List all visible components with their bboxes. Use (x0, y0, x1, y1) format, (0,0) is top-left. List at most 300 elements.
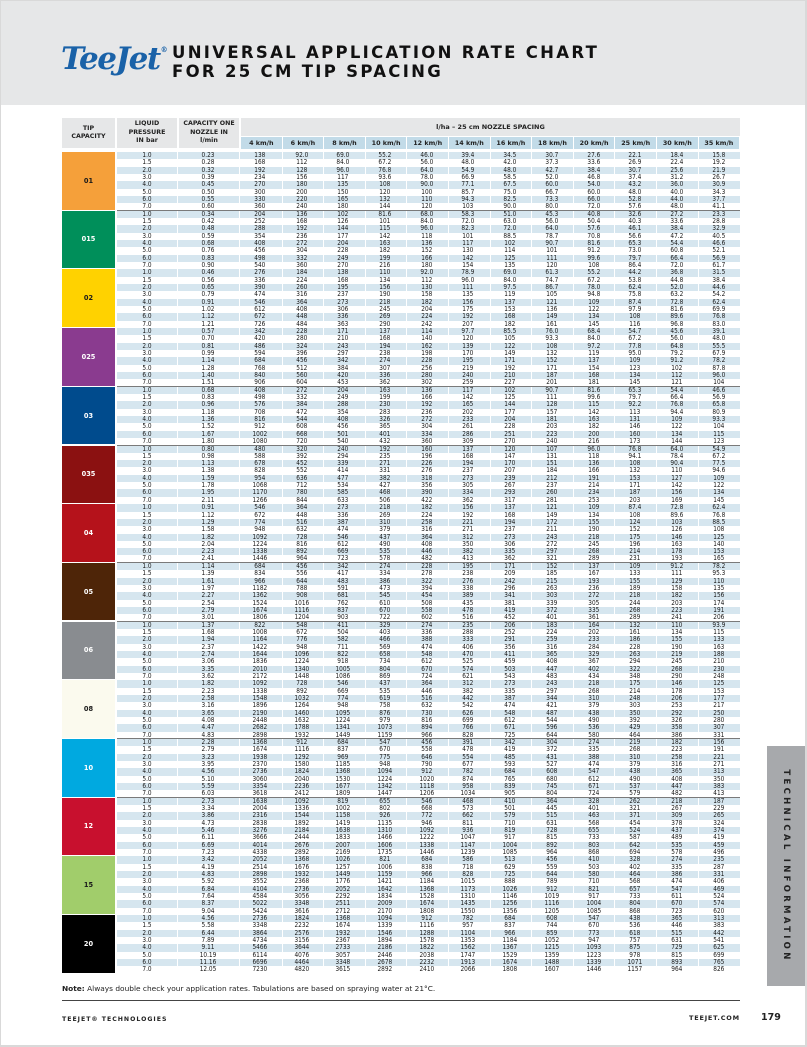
rate-cell: 487 (546, 708, 558, 717)
rate-cell: 249 (337, 253, 349, 262)
rate-cell: 42.0 (503, 158, 517, 167)
pressure-cell: 2.0 (142, 928, 152, 937)
column-divider (406, 328, 407, 387)
rate-cell: 1095 (335, 708, 351, 717)
rate-cell: 160 (421, 444, 433, 453)
rate-cell: 272 (421, 415, 433, 424)
rate-cell: 214 (587, 481, 599, 490)
rate-cell: 5466 (252, 943, 268, 952)
pressure-cell: 7.0 (142, 495, 152, 504)
rate-cell: 27.6 (586, 151, 600, 159)
capacity-cell: 2.73 (201, 796, 215, 805)
rate-cell: 105 (546, 290, 558, 299)
capacity-cell: 1.14 (201, 561, 215, 570)
pressure-cell: 3.0 (142, 349, 152, 358)
rate-cell: 954 (254, 473, 266, 482)
rate-cell: 568 (587, 818, 599, 827)
tip-capacity-swatch: 01 (62, 152, 115, 210)
rate-cell: 182 (671, 738, 683, 746)
rate-cell: 1224 (252, 539, 268, 548)
pressure-cell: 1.0 (142, 620, 152, 629)
rate-cell: 2066 (460, 965, 476, 974)
rate-cell: 392 (295, 451, 308, 460)
rate-cell: 699 (462, 715, 474, 724)
rate-cell: 1362 (252, 591, 268, 600)
capacity-cell: 1.52 (201, 422, 215, 431)
capacity-cell: 0.57 (201, 327, 215, 336)
rate-cell: 67.2 (628, 334, 642, 343)
capacity-cell: 1.97 (201, 583, 215, 592)
capacity-cell: 0.55 (201, 194, 215, 203)
side-tab-technical-information[interactable] (767, 746, 805, 986)
rate-cell: 76.8 (670, 400, 684, 409)
rate-cell: 90.0 (503, 202, 517, 211)
rate-cell: 180 (295, 180, 308, 189)
capacity-cell: 0.81 (201, 341, 215, 350)
rate-cell: 192 (254, 165, 266, 174)
rate-cell: 115 (587, 400, 599, 409)
rate-cell: 244 (629, 598, 641, 607)
rate-cell: 556 (295, 569, 308, 578)
rate-cell: 92.0 (295, 151, 308, 159)
rate-cell: 1158 (335, 811, 351, 820)
rate-cell: 234 (587, 488, 599, 497)
rate-cell: 356 (504, 642, 516, 651)
rate-cell: 88.5 (711, 517, 725, 526)
rate-cell: 364 (295, 297, 308, 306)
rate-cell: 536 (587, 723, 599, 732)
pressure-cell: 5.0 (142, 246, 152, 255)
capacity-cell: 0.83 (201, 393, 215, 402)
rate-cell: 81.6 (670, 305, 684, 314)
rate-cell: 65.3 (628, 385, 642, 394)
rate-cell: 1342 (377, 781, 393, 790)
rate-cell: 260 (546, 488, 558, 497)
rate-cell: 816 (421, 715, 433, 724)
rate-cell: 56.6 (628, 231, 642, 240)
rate-cell: 55.5 (711, 341, 725, 350)
rate-cell: 336 (379, 371, 391, 380)
rate-cell: 892 (546, 840, 558, 849)
rate-cell: 304 (546, 738, 558, 746)
rate-cell: 547 (587, 914, 599, 923)
rate-cell: 92.2 (628, 400, 642, 409)
capacity-cell: 1.40 (201, 371, 215, 380)
rate-cell: 632 (421, 701, 433, 710)
rate-cell: 2412 (294, 789, 309, 798)
rate-cell: 241 (671, 613, 683, 622)
rate-cell: 535 (671, 840, 683, 849)
rate-cell: 402 (587, 664, 599, 673)
rate-cell: 313 (712, 914, 724, 923)
rate-cell: 243 (546, 532, 558, 541)
rate-cell: 54.4 (670, 239, 684, 247)
rate-cell: 46.1 (628, 224, 642, 233)
rate-cell: 966 (254, 576, 266, 585)
rate-cell: 3276 (252, 826, 268, 834)
rate-cell: 135 (337, 180, 349, 189)
rate-cell: 1068 (252, 481, 268, 490)
capacity-cell: 4.47 (201, 723, 215, 732)
rate-cell: 636 (295, 473, 308, 482)
rate-cell: 94.4 (670, 407, 684, 416)
rate-cell: 125 (504, 393, 516, 402)
rate-cell: 579 (504, 811, 516, 820)
rate-cell: 220 (295, 194, 308, 203)
rate-cell: 130 (462, 246, 474, 255)
rate-cell: 926 (379, 811, 391, 820)
column-divider (448, 328, 449, 387)
rate-cell: 334 (421, 429, 433, 438)
rate-cell: 1788 (294, 723, 309, 732)
rate-cell: 723 (671, 906, 683, 915)
rate-cell: 54.2 (711, 290, 725, 299)
rate-cell: 966 (421, 730, 433, 739)
rate-cell: 168 (504, 312, 516, 321)
rate-cell: 1449 (335, 870, 351, 879)
rate-cell: 126 (337, 217, 349, 226)
rate-cell: 546 (337, 532, 349, 541)
rate-cell: 604 (295, 378, 308, 387)
column-divider (614, 680, 615, 739)
rate-cell: 1530 (335, 774, 351, 783)
rate-cell: 134 (712, 488, 724, 497)
rate-cell: 757 (629, 936, 641, 945)
rate-cell: 758 (379, 701, 391, 710)
rate-cell: 18.4 (670, 151, 684, 159)
rate-cell: 383 (712, 921, 724, 930)
capacity-cell: 2.74 (201, 649, 215, 658)
rate-cell: 482 (421, 554, 433, 563)
rate-cell: 322 (421, 576, 433, 585)
rate-cell: 1544 (294, 811, 309, 820)
capacity-cell: 0.83 (201, 253, 215, 262)
rate-cell: 1466 (377, 833, 393, 842)
rate-cell: 379 (629, 759, 641, 768)
rate-cell: 111 (546, 393, 558, 402)
pressure-cell: 6.0 (142, 840, 152, 849)
capacity-cell: 4.19 (201, 862, 215, 871)
rate-cell: 490 (379, 539, 391, 548)
rate-cell: 644 (295, 576, 308, 585)
rate-cell: 110 (671, 466, 683, 475)
capacity-cell: 1.29 (201, 517, 215, 526)
rate-cell: 668 (295, 429, 308, 438)
rate-cell: 142 (379, 231, 391, 240)
rate-cell: 95.3 (711, 569, 725, 578)
speed-header-10: 30 km/h (657, 137, 698, 149)
rate-cell: 342 (337, 561, 349, 570)
rate-cell: 789 (546, 877, 558, 886)
rate-cell: 302 (421, 378, 433, 387)
rate-cell: 677 (462, 759, 474, 768)
rate-cell: 85.5 (503, 327, 517, 336)
rate-cell: 4734 (252, 936, 268, 945)
rate-cell: 536 (629, 921, 641, 930)
column-divider (282, 387, 283, 446)
rate-cell: 309 (671, 811, 683, 820)
column-divider (490, 563, 491, 622)
rate-cell: 278 (421, 569, 433, 578)
rate-cell: 113 (629, 407, 641, 416)
rate-cell: 309 (462, 437, 474, 446)
speed-header-0: 4 km/h (241, 137, 282, 149)
rate-cell: 1223 (585, 950, 601, 959)
rate-cell: 78.4 (670, 451, 684, 460)
rate-cell: 524 (629, 826, 641, 834)
rate-cell: 330 (254, 194, 266, 203)
rate-cell: 43.2 (628, 180, 642, 189)
rate-cell: 1808 (419, 906, 434, 915)
rate-cell: 766 (462, 723, 474, 732)
rate-cell: 72.8 (670, 297, 684, 306)
rate-cell: 547 (587, 767, 599, 776)
rate-cell: 1092 (419, 826, 434, 834)
rate-cell: 1632 (294, 715, 309, 724)
capacity-cell: 0.48 (201, 224, 215, 233)
rate-cell: 411 (504, 649, 516, 658)
rate-cell: 261 (462, 422, 474, 431)
column-divider (282, 622, 283, 681)
rate-cell: 316 (421, 525, 433, 534)
rate-cell: 1184 (419, 877, 434, 886)
rate-cell: 804 (629, 899, 641, 908)
rate-cell: 30.7 (545, 151, 559, 159)
rate-cell: 75.0 (503, 187, 517, 196)
rate-cell: 2511 (335, 899, 351, 908)
rate-cell: 2190 (252, 708, 268, 717)
tip-capacity-swatch: 015 (62, 211, 115, 269)
pressure-cell: 4.0 (142, 884, 152, 893)
rate-cell: 384 (337, 363, 349, 372)
pressure-cell: 3.0 (142, 407, 152, 416)
rate-cell: 442 (712, 928, 724, 937)
rate-cell: 48.0 (461, 158, 475, 167)
tip-capacity-swatch: 035 (62, 446, 115, 504)
rate-cell: 192 (421, 400, 433, 409)
rate-cell: 534 (337, 481, 349, 490)
rate-cell: 87.8 (711, 363, 725, 372)
pressure-cell: 4.0 (142, 180, 152, 189)
rate-cell: 454 (629, 818, 641, 827)
pressure-cell: 1.0 (142, 151, 152, 159)
rate-cell: 84.0 (336, 158, 350, 167)
rate-cell: 196 (629, 539, 641, 548)
column-divider (239, 446, 240, 505)
column-divider (406, 915, 407, 974)
rate-cell: 724 (421, 671, 433, 680)
pressure-cell: 2.0 (142, 224, 152, 233)
pressure-cell: 3.0 (142, 877, 152, 886)
rate-cell: 411 (337, 620, 349, 629)
rate-cell: 76.8 (711, 510, 725, 519)
rate-cell: 218 (587, 532, 599, 541)
rate-cell: 5022 (252, 899, 268, 908)
column-divider (365, 211, 366, 270)
column-divider (490, 211, 491, 270)
column-divider (490, 739, 491, 798)
rate-cell: 816 (254, 415, 266, 424)
rate-cell: 219 (629, 738, 641, 746)
rate-cell: 306 (504, 539, 516, 548)
rate-cell: 1368 (419, 884, 434, 893)
rate-cell: 156 (379, 283, 391, 292)
table-row (117, 966, 740, 973)
rate-cell: 1336 (294, 804, 309, 813)
rate-cell: 101 (546, 246, 558, 255)
rate-cell: 1932 (335, 928, 351, 937)
rate-cell: 40.3 (628, 217, 642, 226)
rate-cell: 122 (712, 481, 724, 490)
speed-header-7: 18 km/h (532, 137, 573, 149)
rate-cell: 1419 (335, 818, 351, 827)
rate-cell: 180 (421, 260, 433, 269)
rate-cell: 979 (379, 715, 391, 724)
capacity-cell: 2.11 (201, 495, 215, 504)
rate-cell: 670 (587, 921, 599, 930)
rate-cell: 168 (295, 217, 308, 226)
column-divider (531, 446, 532, 505)
rate-cell: 81.6 (586, 385, 600, 394)
rate-cell: 389 (462, 591, 474, 600)
note-text: Always double check your application rates. Tabulations are based on spraying water at 21°C. (84, 984, 436, 993)
rate-cell: 456 (254, 246, 266, 255)
rate-cell: 86.7 (545, 283, 559, 292)
rate-cell: 3666 (252, 833, 268, 842)
rate-cell: 452 (295, 459, 308, 468)
rate-cell: 274 (379, 356, 391, 365)
rate-cell: 762 (337, 598, 349, 607)
rate-cell: 182 (671, 591, 683, 600)
rate-cell: 1026 (502, 884, 518, 893)
rate-cell: 365 (546, 649, 558, 658)
column-divider (698, 328, 699, 387)
column-divider (239, 856, 240, 915)
rate-cell: 223 (671, 745, 683, 754)
rate-cell: 1896 (252, 701, 268, 710)
rate-cell: 828 (462, 870, 474, 879)
rate-cell: 574 (462, 664, 474, 673)
pressure-cell: 7.0 (142, 671, 152, 680)
capacity-cell: 1.13 (201, 459, 215, 468)
rate-cell: 684 (254, 356, 266, 365)
rate-cell: 102 (504, 239, 516, 247)
footer-website-link[interactable]: TEEJET.COM (689, 1014, 740, 1022)
rate-cell: 388 (421, 635, 433, 644)
rate-cell: 97.7 (461, 327, 475, 336)
pressure-cell: 4.0 (142, 826, 152, 834)
rate-cell: 815 (671, 950, 683, 959)
rate-cell: 51.0 (503, 209, 517, 218)
rate-cell: 84.0 (420, 217, 434, 226)
tip-group-02 (62, 269, 740, 328)
rate-cell: 2576 (294, 928, 309, 937)
rate-cell: 77.5 (711, 459, 725, 468)
rate-cell: 170 (504, 459, 516, 468)
rate-cell: 662 (462, 811, 474, 820)
rate-cell: 91.2 (586, 246, 600, 255)
rate-cell: 2010 (252, 664, 268, 673)
rate-cell: 149 (504, 349, 516, 358)
rate-cell: 34.5 (503, 151, 517, 159)
rate-cell: 1341 (335, 723, 351, 732)
rate-cell: 4014 (252, 840, 268, 849)
capacity-cell: 0.96 (201, 400, 215, 409)
rate-cell: 729 (671, 943, 683, 952)
capacity-cell: 1.14 (201, 356, 215, 365)
capacity-cell: 0.46 (201, 268, 215, 277)
rate-cell: 1147 (460, 840, 476, 849)
rate-cell: 227 (504, 378, 516, 387)
rate-cell: 23.3 (711, 209, 725, 218)
rate-cell: 329 (379, 620, 391, 629)
rate-cell: 438 (629, 767, 641, 776)
rate-cell: 128 (295, 165, 308, 174)
rate-cell: 1747 (460, 950, 476, 959)
rate-cell: 711 (337, 642, 349, 651)
capacity-cell: 1.67 (201, 429, 215, 438)
rate-cell: 1674 (502, 958, 518, 967)
rate-cell: 1833 (335, 833, 351, 842)
rate-cell: 223 (546, 429, 558, 438)
rate-cell: 46.6 (711, 385, 725, 394)
capacity-cell: 7.89 (201, 936, 215, 945)
rate-cell: 192 (295, 224, 308, 233)
rate-cell: 2038 (419, 950, 434, 959)
rate-cell: 108 (712, 525, 724, 534)
rate-cell: 1292 (294, 752, 309, 761)
rate-cell: 472 (295, 407, 308, 416)
rate-cell: 110 (671, 620, 683, 629)
rate-cell: 168 (254, 158, 266, 167)
rate-cell: 109 (671, 415, 683, 424)
rate-cell: 725 (504, 730, 516, 739)
capacity-cell: 2.04 (201, 539, 215, 548)
rate-cell: 459 (504, 657, 516, 666)
rate-cell: 917 (587, 892, 599, 901)
rate-cell: 27.2 (670, 209, 684, 218)
tip-group-20 (62, 915, 740, 974)
header-tip-capacity-label: TIP CAPACITY (71, 124, 106, 140)
rate-cell: 694 (629, 847, 641, 856)
rate-cell: 1638 (252, 796, 268, 805)
tip-capacity-swatch: 05 (62, 563, 115, 621)
rate-cell: 175 (462, 305, 474, 314)
note-label: Note: (62, 984, 85, 993)
column-divider (573, 269, 574, 328)
rate-cell: 478 (462, 745, 474, 754)
speed-header-5: 14 km/h (449, 137, 490, 149)
rate-cell: 374 (712, 826, 724, 834)
column-divider (490, 269, 491, 328)
rate-cell: 876 (379, 708, 391, 717)
rate-cell: 1932 (294, 870, 309, 879)
rate-cell: 1080 (252, 437, 268, 446)
tip-capacity-swatch: 15 (62, 856, 115, 914)
rate-cell: 723 (337, 554, 349, 563)
rate-cell: 392 (629, 715, 641, 724)
rate-cell: 516 (421, 693, 433, 702)
rate-cell: 22.4 (670, 158, 684, 167)
rate-cell: 194 (504, 517, 516, 526)
rate-cell: 957 (462, 921, 474, 930)
rate-cell: 290 (671, 671, 683, 680)
capacity-cell: 1.12 (201, 510, 215, 519)
rate-cell: 365 (671, 914, 683, 923)
column-divider (239, 622, 240, 681)
column-divider (614, 739, 615, 798)
column-divider (448, 856, 449, 915)
